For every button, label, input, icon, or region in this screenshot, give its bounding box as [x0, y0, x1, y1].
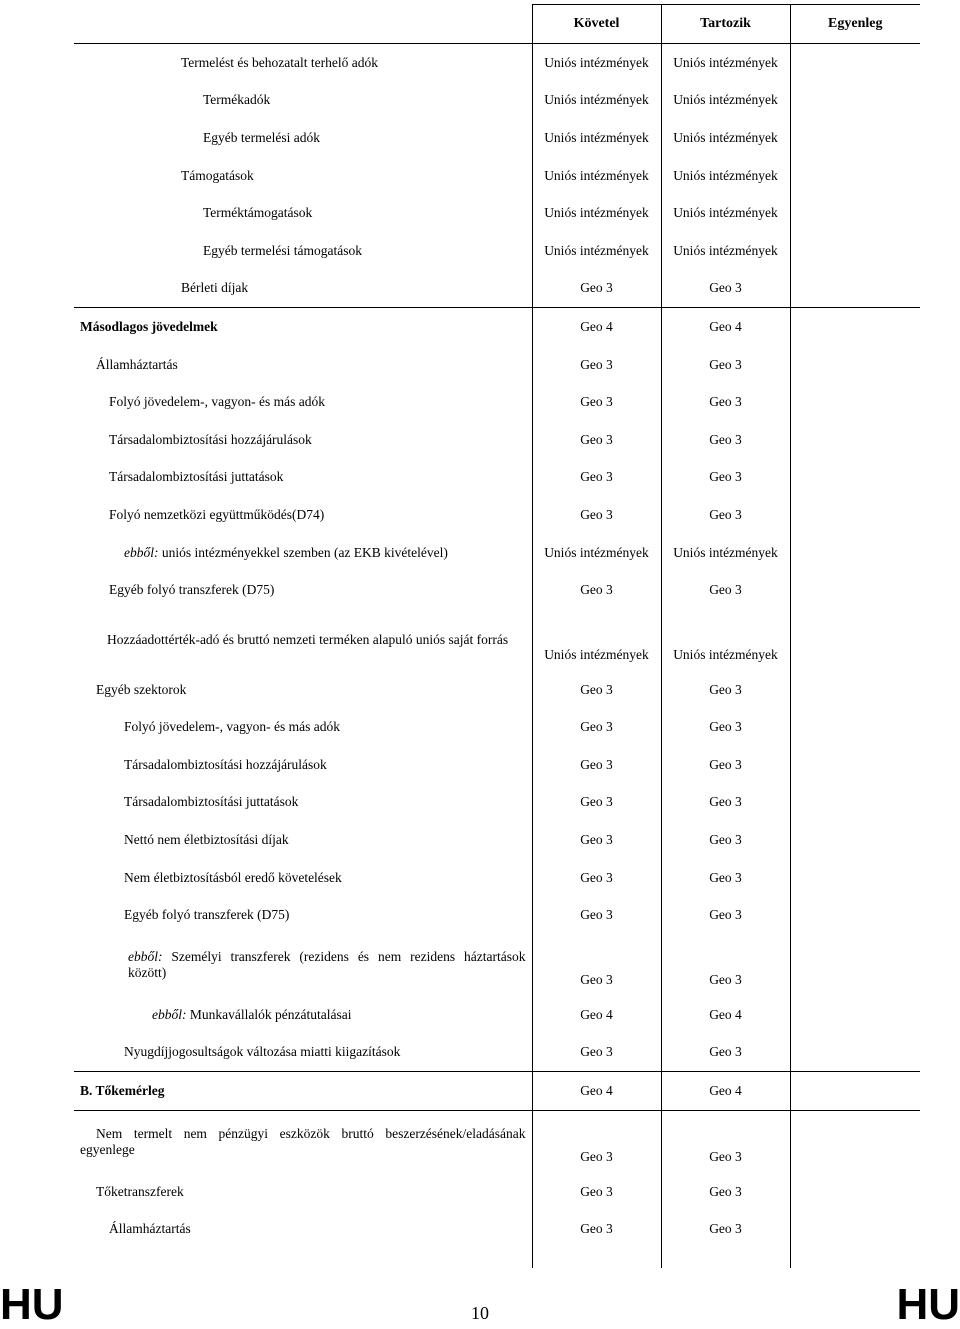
table-row: [74, 709, 920, 747]
header-egyenleg: Egyenleg: [790, 5, 920, 44]
table-row: [74, 459, 920, 497]
row-label: Társadalombiztosítási hozzájárulások: [124, 756, 327, 772]
row-label: Egyéb termelési adók: [203, 129, 320, 145]
kovetel-cell: Geo 3: [532, 1210, 661, 1248]
row-label: Egyéb termelési támogatások: [203, 242, 362, 258]
row-label: Munkavállalók pénzátutalásai: [186, 1006, 352, 1022]
egyenleg-cell: [790, 571, 920, 609]
table-row: [74, 1173, 920, 1211]
row-label: Folyó nemzetközi együttműködés(D74): [109, 506, 325, 522]
tartozik-cell: Geo 3: [661, 459, 790, 497]
footer-country-code-right: HU: [896, 1280, 960, 1329]
row-label: Egyéb folyó transzferek (D75): [124, 907, 290, 923]
kovetel-cell: Geo 3: [532, 821, 661, 859]
row-label: Társadalombiztosítási juttatások: [124, 794, 299, 810]
egyenleg-cell: [790, 459, 920, 497]
table-row: [74, 157, 920, 195]
table-row: [74, 1034, 920, 1072]
tartozik-cell: Uniós intézmények: [661, 157, 790, 195]
header-kovetel: Követel: [532, 5, 661, 44]
row-label: Terméktámogatások: [203, 205, 313, 221]
table-row: [74, 346, 920, 384]
egyenleg-cell: [790, 232, 920, 270]
kovetel-cell: Geo 3: [532, 934, 661, 996]
row-label: Társadalombiztosítási juttatások: [109, 469, 284, 485]
row-label: Nem életbiztosításból eredő követelések: [124, 869, 342, 885]
kovetel-cell: Geo 3: [532, 421, 661, 459]
kovetel-cell: Geo 3: [532, 784, 661, 822]
kovetel-cell: Geo 4: [532, 308, 661, 346]
row-label: Nyugdíjjogosultságok változása miatti kiigazítások: [124, 1044, 401, 1060]
row-label: Államháztartás: [96, 356, 178, 372]
tartozik-cell: Geo 3: [661, 746, 790, 784]
tartozik-cell: Geo 3: [661, 1110, 790, 1173]
kovetel-cell: Uniós intézmények: [532, 157, 661, 195]
egyenleg-cell: [790, 609, 920, 671]
row-label: Támogatások: [181, 167, 254, 183]
tartozik-cell: Geo 3: [661, 496, 790, 534]
egyenleg-cell: [790, 119, 920, 157]
table-row: [74, 859, 920, 897]
egyenleg-cell: [790, 194, 920, 232]
header-tartozik: Tartozik: [661, 5, 790, 44]
table-row: [74, 784, 920, 822]
kovetel-cell: Geo 3: [532, 571, 661, 609]
table-spacer: [74, 1248, 920, 1268]
kovetel-cell: Uniós intézmények: [532, 119, 661, 157]
kovetel-cell: Geo 3: [532, 1034, 661, 1072]
tartozik-cell: Uniós intézmények: [661, 44, 790, 82]
row-label: Nettó nem életbiztosítási díjak: [124, 832, 289, 848]
row-label: Másodlagos jövedelmek: [80, 318, 218, 334]
egyenleg-cell: [790, 1110, 920, 1173]
kovetel-cell: Geo 4: [532, 996, 661, 1034]
ebbol-prefix: ebből:: [152, 1006, 187, 1022]
table-row: [74, 421, 920, 459]
egyenleg-cell: [790, 270, 920, 308]
kovetel-cell: Uniós intézmények: [532, 609, 661, 671]
row-label: uniós intézményekkel szemben (az EKB kivételével): [158, 544, 448, 560]
kovetel-cell: Geo 3: [532, 496, 661, 534]
egyenleg-cell: [790, 1034, 920, 1072]
egyenleg-cell: [790, 1210, 920, 1248]
kovetel-cell: Uniós intézmények: [532, 44, 661, 82]
tartozik-cell: Uniós intézmények: [661, 119, 790, 157]
tartozik-cell: Geo 3: [661, 896, 790, 934]
kovetel-cell: Geo 3: [532, 859, 661, 897]
kovetel-cell: Geo 3: [532, 1173, 661, 1211]
table-row: [74, 896, 920, 934]
tartozik-cell: Geo 3: [661, 1034, 790, 1072]
egyenleg-cell: [790, 534, 920, 572]
ebbol-prefix: ebből:: [128, 949, 163, 965]
egyenleg-cell: [790, 709, 920, 747]
egyenleg-cell: [790, 157, 920, 195]
table-row: [74, 821, 920, 859]
table-row: [74, 1110, 920, 1173]
row-label: Termelést és behozatalt terhelő adók: [181, 54, 378, 70]
egyenleg-cell: [790, 896, 920, 934]
row-label: Tőketranszferek: [96, 1183, 184, 1199]
tartozik-cell: Geo 3: [661, 346, 790, 384]
egyenleg-cell: [790, 784, 920, 822]
row-label: B. Tőkemérleg: [80, 1083, 165, 1099]
table-row: [74, 934, 920, 996]
egyenleg-cell: [790, 821, 920, 859]
header-blank: [74, 5, 532, 44]
kovetel-cell: Uniós intézmények: [532, 534, 661, 572]
row-label: Hozzáadottérték-adó és bruttó nemzeti terméken alapuló uniós saját forrás: [107, 631, 509, 647]
kovetel-cell: Geo 3: [532, 270, 661, 308]
kovetel-cell: Geo 3: [532, 671, 661, 709]
row-label: Termékadók: [203, 92, 271, 108]
row-label: Egyéb szektorok: [96, 681, 187, 697]
table-row: [74, 609, 920, 671]
table-row: [74, 1210, 920, 1248]
tartozik-cell: Uniós intézmények: [661, 534, 790, 572]
tartozik-cell: Geo 4: [661, 996, 790, 1034]
table-row: [74, 82, 920, 120]
tartozik-cell: Geo 3: [661, 709, 790, 747]
kovetel-cell: Uniós intézmények: [532, 82, 661, 120]
row-label: Egyéb folyó transzferek (D75): [109, 582, 275, 598]
tartozik-cell: Geo 3: [661, 859, 790, 897]
tartozik-cell: Uniós intézmények: [661, 82, 790, 120]
table-row: [74, 534, 920, 572]
table-row: [74, 308, 920, 346]
table-row: [74, 571, 920, 609]
egyenleg-cell: [790, 421, 920, 459]
egyenleg-cell: [790, 82, 920, 120]
ebbol-prefix: ebből:: [124, 544, 159, 560]
tartozik-cell: Geo 4: [661, 1072, 790, 1111]
kovetel-cell: Geo 3: [532, 1110, 661, 1173]
egyenleg-cell: [790, 44, 920, 82]
row-label: Bérleti díjak: [181, 280, 249, 296]
tartozik-cell: Geo 3: [661, 571, 790, 609]
kovetel-cell: Uniós intézmények: [532, 232, 661, 270]
footer-country-code-left: HU: [0, 1280, 64, 1329]
egyenleg-cell: [790, 859, 920, 897]
egyenleg-cell: [790, 934, 920, 996]
table-row: [74, 44, 920, 82]
page-number: 10: [471, 1303, 489, 1323]
egyenleg-cell: [790, 308, 920, 346]
kovetel-cell: Geo 3: [532, 709, 661, 747]
tartozik-cell: Geo 3: [661, 1210, 790, 1248]
table-header: [74, 5, 920, 44]
tartozik-cell: Uniós intézmények: [661, 232, 790, 270]
table-row: [74, 1072, 920, 1111]
egyenleg-cell: [790, 746, 920, 784]
egyenleg-cell: [790, 383, 920, 421]
table-row: [74, 383, 920, 421]
kovetel-cell: Geo 3: [532, 896, 661, 934]
row-label: Folyó jövedelem-, vagyon- és más adók: [109, 394, 325, 410]
egyenleg-cell: [790, 671, 920, 709]
kovetel-cell: Geo 3: [532, 746, 661, 784]
tartozik-cell: Geo 3: [661, 421, 790, 459]
table-row: [74, 671, 920, 709]
tartozik-cell: Geo 3: [661, 934, 790, 996]
row-label: Társadalombiztosítási hozzájárulások: [109, 431, 312, 447]
tartozik-cell: Geo 3: [661, 383, 790, 421]
egyenleg-cell: [790, 1072, 920, 1111]
tartozik-cell: Geo 3: [661, 1173, 790, 1211]
table-row: [74, 496, 920, 534]
tartozik-cell: Geo 3: [661, 821, 790, 859]
table-row: [74, 194, 920, 232]
table-row: [74, 232, 920, 270]
row-label: Nem termelt nem pénzügyi eszközök bruttó beszerzésének/eladásának egyenlege: [80, 1125, 526, 1157]
table-row: [74, 746, 920, 784]
row-label: Személyi transzferek (rezidens és nem rezidens háztartások között): [128, 949, 526, 981]
egyenleg-cell: [790, 496, 920, 534]
kovetel-cell: Geo 3: [532, 459, 661, 497]
row-label: Államháztartás: [109, 1221, 191, 1237]
tartozik-cell: Geo 4: [661, 308, 790, 346]
egyenleg-cell: [790, 1173, 920, 1211]
tartozik-cell: Geo 3: [661, 784, 790, 822]
egyenleg-cell: [790, 346, 920, 384]
table-row: [74, 119, 920, 157]
tartozik-cell: Geo 3: [661, 671, 790, 709]
tartozik-cell: Uniós intézmények: [661, 194, 790, 232]
row-label: Folyó jövedelem-, vagyon- és más adók: [124, 719, 340, 735]
table-row: [74, 996, 920, 1034]
egyenleg-cell: [790, 996, 920, 1034]
kovetel-cell: Geo 3: [532, 346, 661, 384]
tartozik-cell: Uniós intézmények: [661, 609, 790, 671]
kovetel-cell: Uniós intézmények: [532, 194, 661, 232]
kovetel-cell: Geo 4: [532, 1072, 661, 1111]
balance-table: [74, 4, 920, 1268]
table-row: [74, 270, 920, 308]
kovetel-cell: Geo 3: [532, 383, 661, 421]
tartozik-cell: Geo 3: [661, 270, 790, 308]
